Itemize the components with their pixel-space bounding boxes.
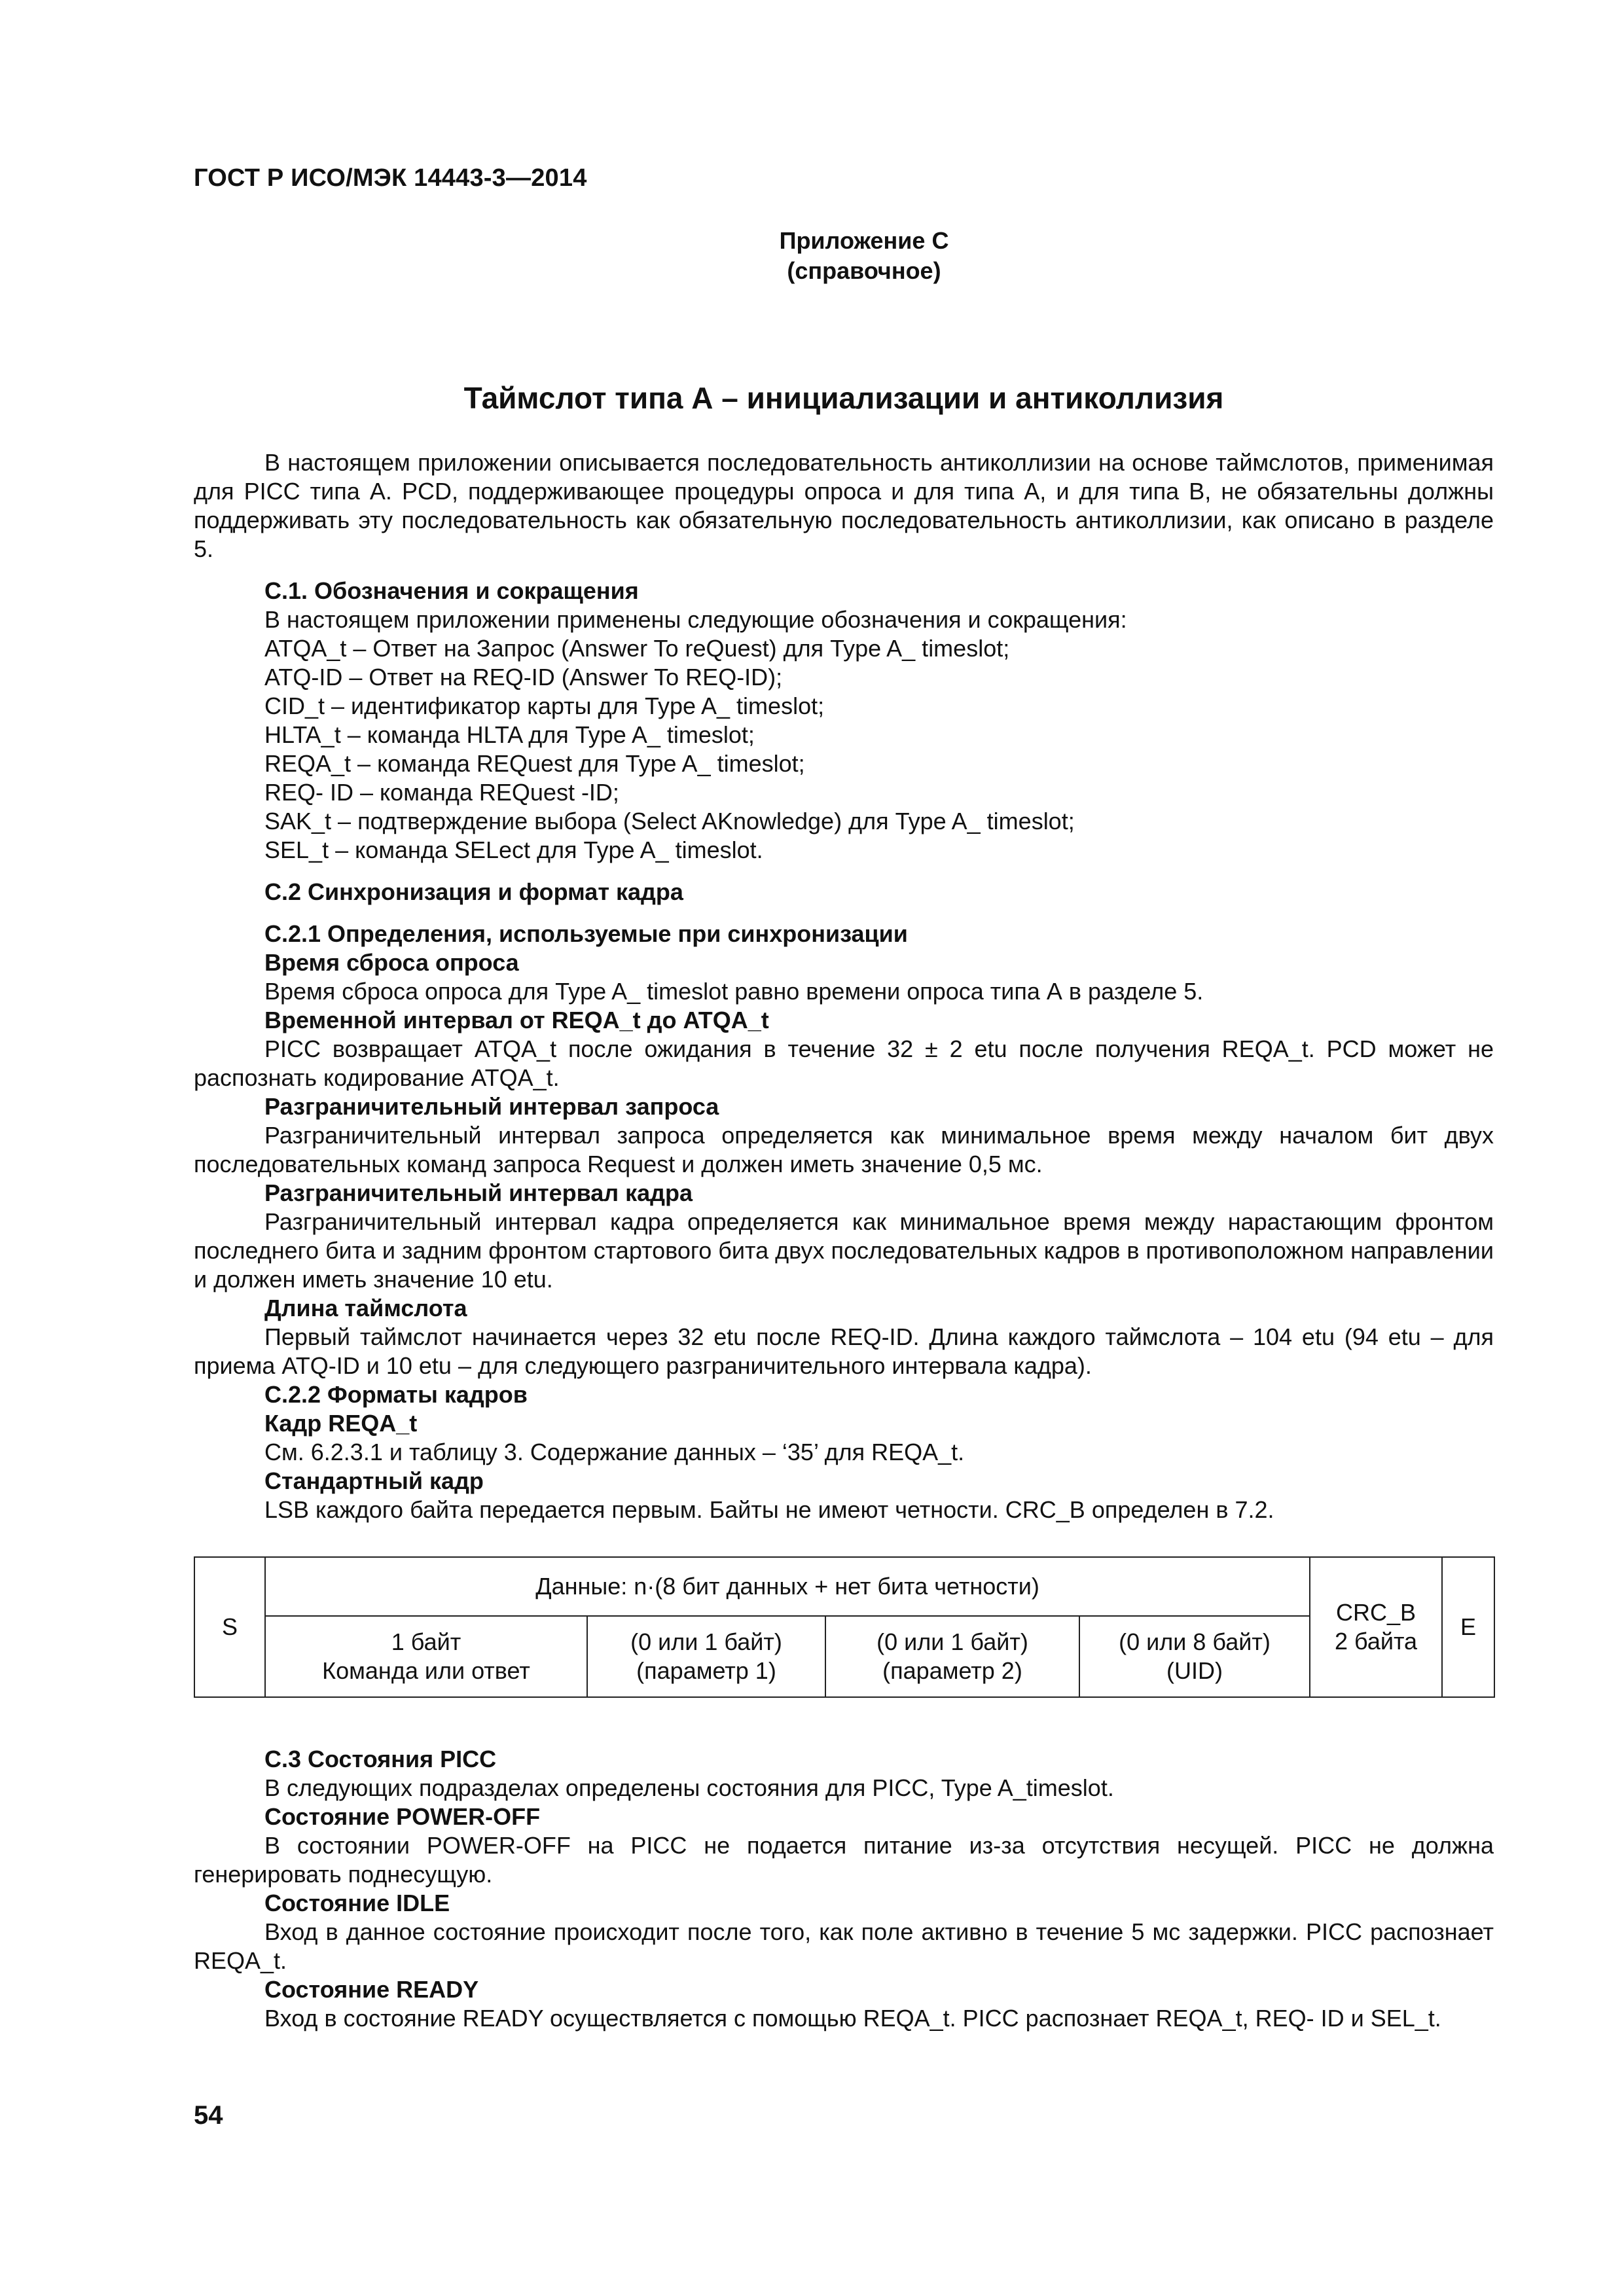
page-title: Таймслот типа А – инициализации и антиколлизия xyxy=(463,381,1224,415)
cell-line: Команда или ответ xyxy=(322,1657,530,1684)
cell-line: (UID) xyxy=(1166,1657,1223,1684)
standard-frame-text: LSB каждого байта передается первым. Байты не имеют четности. CRC_B определен в 7.2. xyxy=(264,1496,1274,1523)
request-guard-heading: Разграничительный интервал запроса xyxy=(264,1093,719,1120)
content-block-lower xyxy=(194,1745,1494,2033)
interval-heading: Временной интервал от REQA_t до ATQA_t xyxy=(264,1007,769,1033)
table-cell-uid xyxy=(1079,1616,1310,1697)
abbreviation-item: REQA_t – команда REQuest для Type A_ timeslot; xyxy=(264,750,805,777)
frame-format-table xyxy=(194,1556,1495,1698)
intro-paragraph: В настоящем приложении описывается последовательность антиколлизии на основе таймслотов, применимая для PICC типа А. PCD, поддерживающее процедуры опроса и для типа А, и для типа В, не обязательны должны поддерживать эту последовательность как обязательную последовательность антиколлизии, как описано в разделе 5. xyxy=(194,449,1494,562)
table-cell-end: E xyxy=(1442,1557,1494,1697)
content-block-upper xyxy=(194,448,1494,1524)
section-c21-heading: С.2.1 Определения, используемые при синхронизации xyxy=(264,920,908,947)
cell-line: (0 или 1 байт) xyxy=(876,1628,1028,1655)
reqa-frame-heading: Кадр REQA_t xyxy=(264,1410,418,1437)
crc-size: 2 байта xyxy=(1335,1628,1418,1655)
section-c1-heading: С.1. Обозначения и сокращения xyxy=(264,577,639,604)
request-guard-text: Разграничительный интервал запроса определяется как минимальное время между началом бит двух последовательных команд запроса Request и должен иметь значение 0,5 мс. xyxy=(194,1122,1494,1177)
frame-guard-text: Разграничительный интервал кадра определяется как минимальное время между нарастающим фронтом последнего бита и задним фронтом стартового бита двух последовательных кадров в противоположном направлении и должен иметь значение 10 etu. xyxy=(194,1208,1494,1293)
c1-lead: В настоящем приложении применены следующие обозначения и сокращения: xyxy=(264,606,1127,633)
timeslot-length-heading: Длина таймслота xyxy=(264,1295,467,1321)
abbreviation-item: REQ- ID – команда REQuest -ID; xyxy=(264,779,619,806)
idle-text: Вход в данное состояние происходит после того, как поле активно в течение 5 мс задержки. PICC распознает REQA_t. xyxy=(194,1918,1494,1974)
abbreviation-item: ATQA_t – Ответ на Запрос (Answer To reQuest) для Type A_ timeslot; xyxy=(264,635,1010,662)
table-cell-command xyxy=(265,1616,587,1697)
frame-guard-heading: Разграничительный интервал кадра xyxy=(264,1179,693,1206)
cell-line: (параметр 2) xyxy=(882,1657,1022,1684)
abbreviation-item: HLTA_t – команда HLTA для Type A_ timeslot; xyxy=(264,721,755,748)
appendix-type: (справочное) xyxy=(787,257,941,284)
c3-lead: В следующих подразделах определены состояния для PICC, Type A_timeslot. xyxy=(264,1774,1114,1801)
cell-line: (0 или 8 байт) xyxy=(1119,1628,1271,1655)
section-c3-heading: С.3 Состояния PICC xyxy=(264,1746,497,1772)
crc-label: CRC_B xyxy=(1336,1599,1416,1626)
abbreviation-item: SAK_t – подтверждение выбора (Select AKnowledge) для Type A_ timeslot; xyxy=(264,808,1075,834)
appendix-name: Приложение С xyxy=(779,227,949,254)
cell-line: (параметр 1) xyxy=(636,1657,776,1684)
reset-time-heading: Время сброса опроса xyxy=(264,949,519,976)
abbreviation-item: SEL_t – команда SELect для Type A_ timeslot. xyxy=(264,836,763,863)
page-number: 54 xyxy=(194,2101,223,2130)
cell-line: 1 байт xyxy=(391,1628,461,1655)
timeslot-length-text: Первый таймслот начинается через 32 etu после REQ-ID. Длина каждого таймслота – 104 etu (94 etu – для приема ATQ-ID и 10 etu – для следующего разграничительного интервала кадра). xyxy=(194,1323,1494,1379)
table-cell-crc xyxy=(1310,1557,1442,1697)
table-cell-start: S xyxy=(194,1557,265,1697)
section-c2-heading: С.2 Синхронизация и формат кадра xyxy=(264,878,683,905)
document-header: ГОСТ Р ИСО/МЭК 14443-3—2014 xyxy=(194,164,587,192)
abbreviation-item: CID_t – идентификатор карты для Type A_ timeslot; xyxy=(264,692,825,719)
section-c22-heading: С.2.2 Форматы кадров xyxy=(264,1381,528,1408)
table-cell-data-header: Данные: n·(8 бит данных + нет бита четности) xyxy=(265,1557,1310,1616)
ready-heading: Состояние READY xyxy=(264,1976,479,2003)
interval-text: PICC возвращает ATQA_t после ожидания в течение 32 ± 2 etu после получения REQA_t. PCD может не распознать кодирование ATQA_t. xyxy=(194,1035,1494,1091)
table-cell-param1 xyxy=(587,1616,825,1697)
table-cell-param2 xyxy=(825,1616,1079,1697)
reqa-frame-text: См. 6.2.3.1 и таблицу 3. Содержание данных – ‘35’ для REQA_t. xyxy=(264,1439,965,1465)
poweroff-heading: Состояние POWER-OFF xyxy=(264,1803,541,1830)
standard-frame-heading: Стандартный кадр xyxy=(264,1467,484,1494)
ready-text: Вход в состояние READY осуществляется с помощью REQA_t. PICC распознает REQA_t, REQ- ID и SEL_t. xyxy=(264,2005,1441,2032)
reset-time-text: Время сброса опроса для Type A_ timeslot равно времени опроса типа А в разделе 5. xyxy=(264,978,1204,1005)
poweroff-text: В состоянии POWER-OFF на PICC не подается питание из-за отсутствия несущей. PICC не должна генерировать поднесущую. xyxy=(194,1832,1494,1888)
cell-line: (0 или 1 байт) xyxy=(630,1628,782,1655)
idle-heading: Состояние IDLE xyxy=(264,1890,450,1916)
abbreviation-item: ATQ-ID – Ответ на REQ-ID (Answer To REQ-ID); xyxy=(264,664,783,691)
appendix-label xyxy=(687,226,1041,286)
